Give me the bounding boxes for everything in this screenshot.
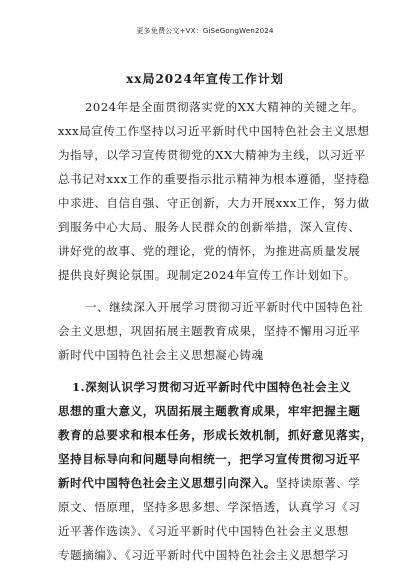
paragraph-2-line: 到服务中心大局、服务人民群众的创新举措，深入宣传、	[58, 220, 361, 234]
section-1-heading-line: 新时代中国特色社会主义思想凝心铸魂	[58, 348, 264, 362]
item-1-bold-line: 思想的重大意义，巩固拓展主题教育成果，牢牢把握主题	[58, 404, 361, 418]
paragraph-1: 2024年是全面贯彻落实党的XX大精神的关键之年。	[85, 100, 365, 114]
document-title: xx局2024年宣传工作计划	[126, 72, 284, 86]
item-1-rest-line: 专题摘编》、《习近平新时代中国特色社会主义思想学习	[58, 548, 349, 562]
header-note: 更多免费公文+VX：GiSeGongWen2024	[136, 27, 274, 35]
paragraph-2-line: 总书记对xxx工作的重要指示批示精神为根本遵循，坚持稳	[58, 172, 370, 186]
item-1-bold-line: 1.深刻认识学习贯彻习近平新时代中国特色社会主义	[72, 380, 352, 394]
item-1-rest-line: 近平著作选读》、《习近平新时代中国特色社会主义思想	[58, 524, 349, 538]
paragraph-2-line: xxx局宣传工作坚持以习近平新时代中国特色社会主义思想	[58, 124, 370, 138]
paragraph-2-line: 讲好党的故事、党的理论，党的情怀，为推进高质量发展	[58, 244, 361, 258]
paragraph-2-line: 提供良好舆论氛围。现制定2024年宣传工作计划如下。	[58, 268, 356, 282]
section-1-heading-line: 一、继续深入开展学习贯彻习近平新时代中国特色社	[85, 300, 364, 314]
item-1-bold-line: 坚持目标导向和问题导向相统一，把学习宣传贯彻习近平	[58, 452, 361, 466]
item-1-bold-line: 教育的总要求和根本任务，形成长效机制，抓好意见落实，	[58, 428, 373, 442]
item-1-mixed-line	[58, 476, 361, 490]
paragraph-2-line: 为指导，以学习宣传贯彻党的XX大精神为主线，以习近平	[58, 148, 366, 162]
item-1-rest-start: 坚持读原著、学	[275, 476, 361, 490]
item-1-bold-end: 新时代中国特色社会主义思想引向深入。	[58, 476, 276, 490]
paragraph-2-line: 中求进、自信自强、守正创新，大力开展xxx工作，努力做	[58, 196, 370, 210]
section-1-heading-line: 会主义思想，巩固拓展主题教育成果，坚持不懈用习近平	[58, 324, 361, 338]
item-1-rest-line: 原文、悟原理，坚持多思多想、学深悟透，认真学习《习	[58, 500, 361, 514]
